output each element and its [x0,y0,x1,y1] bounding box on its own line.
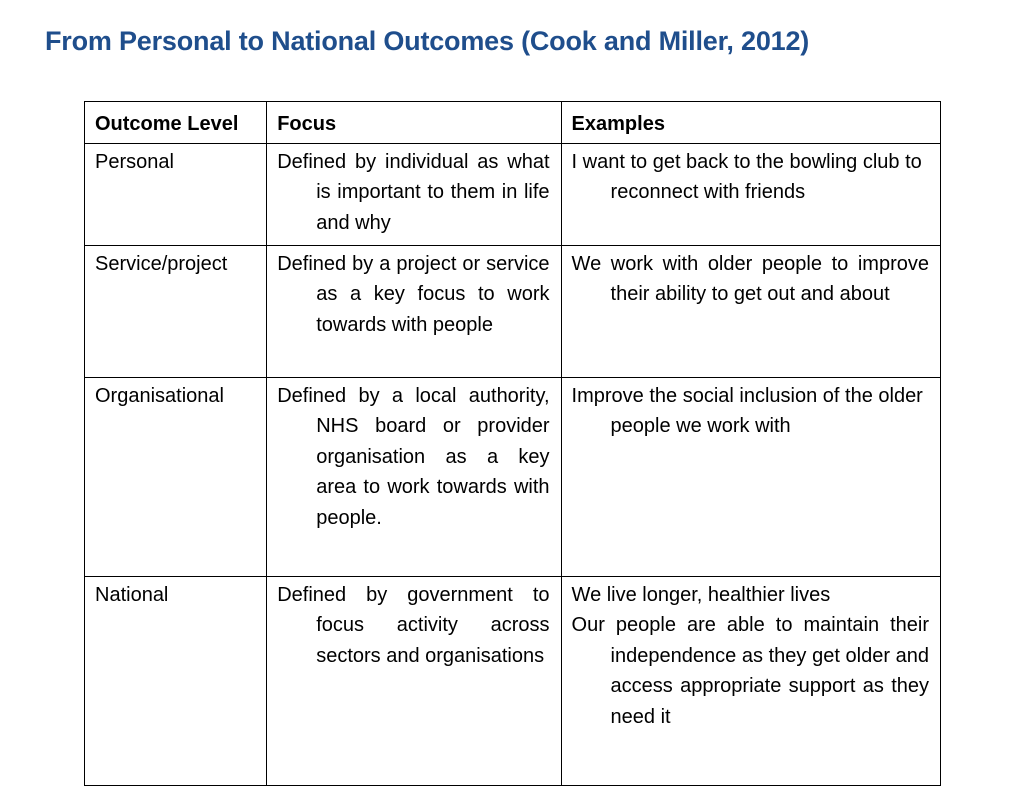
examples-cell [561,576,940,785]
table-row-national [85,576,941,785]
table-row-personal [85,143,941,245]
focus-cell [267,576,561,785]
example-text: We live longer, healthier lives [571,583,831,606]
examples-cell [561,143,940,245]
focus-cell [267,245,561,377]
table-header-row [85,102,941,144]
level-text: Personal [95,150,174,173]
header-focus: Focus [267,102,561,144]
table-row-organisational [85,377,941,576]
example-text: We work with older people to improve their ability to get out and about [571,252,929,305]
examples-cell [561,377,940,576]
example-text: Our people are able to maintain their independence as they get older and access appropriate support as they need it [571,614,929,728]
slide-title: From Personal to National Outcomes (Cook and Miller, 2012) [45,26,810,56]
outcomes-table [84,101,941,786]
level-text: National [95,583,169,606]
level-cell [85,377,267,576]
focus-text: Defined by a local authority, NHS board or provider organisation as a key area to work towards with people. [277,384,550,529]
example-text: I want to get back to the bowling club to reconnect with friends [571,150,922,203]
level-text: Service/project [95,252,228,275]
examples-cell [561,245,940,377]
level-cell [85,576,267,785]
focus-text: Defined by government to focus activity across sectors and organisations [277,583,550,667]
header-outcome-level: Outcome Level [85,102,267,144]
level-cell [85,245,267,377]
focus-text: Defined by individual as what is important to them in life and why [277,150,550,234]
level-cell [85,143,267,245]
level-text: Organisational [95,384,224,407]
table-row-service-project [85,245,941,377]
focus-cell [267,377,561,576]
focus-cell [267,143,561,245]
example-text: Improve the social inclusion of the older people we work with [571,384,923,437]
focus-text: Defined by a project or service as a key focus to work towards with people [277,252,550,336]
header-examples: Examples [561,102,940,144]
